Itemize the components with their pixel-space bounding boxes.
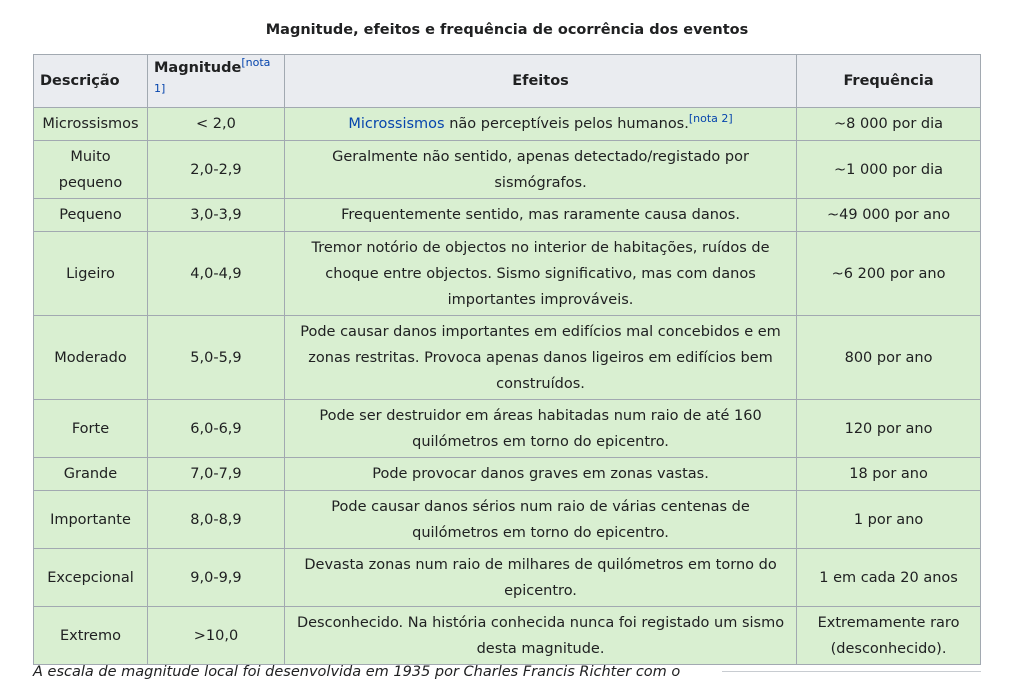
cell-magnitude: 6,0-6,9 [147,400,284,458]
cell-descricao: Muito pequeno [34,141,148,199]
table-row [34,108,981,141]
cell-descricao: Excepcional [34,549,148,607]
cell-efeitos: Devasta zonas num raio de milhares de quilómetros em torno do epicentro. [284,549,796,607]
cell-descricao: Moderado [34,316,148,400]
cell-frequencia: ~8 000 por dia [797,108,981,141]
magnitude-table [33,54,981,665]
cell-magnitude: 8,0-8,9 [147,491,284,549]
following-paragraph: A escala de magnitude local foi desenvolvida em 1935 por Charles Francis Richter com o [33,664,681,680]
table-row [34,491,981,549]
table-row [34,549,981,607]
cell-frequencia: ~6 200 por ano [797,232,981,316]
cell-magnitude: 5,0-5,9 [147,316,284,400]
table-row [34,199,981,232]
cell-efeitos-text: não perceptíveis pelos humanos. [444,116,689,132]
table-row [34,458,981,491]
cell-magnitude: 4,0-4,9 [147,232,284,316]
nota-1-link[interactable]: [nota 1] [153,56,271,96]
cell-magnitude: 9,0-9,9 [147,549,284,607]
cell-descricao: Pequeno [34,199,148,232]
cell-efeitos: Pode causar danos importantes em edifícios mal concebidos e em zonas restritas. Provoca apenas danos ligeiros em edifícios bem construídos. [284,316,796,400]
divider [722,671,981,672]
cell-frequencia: 1 por ano [797,491,981,549]
cell-efeitos: Geralmente não sentido, apenas detectado/registado por sismógrafos. [284,141,796,199]
cell-magnitude: 7,0-7,9 [147,458,284,491]
cell-efeitos: Pode causar danos sérios num raio de várias centenas de quilómetros em torno do epicentro. [284,491,796,549]
cell-frequencia: ~49 000 por ano [797,199,981,232]
cell-frequencia: 120 por ano [797,400,981,458]
cell-efeitos: Pode provocar danos graves em zonas vastas. [284,458,796,491]
header-magnitude-label: Magnitude [153,60,242,76]
table-row [34,400,981,458]
cell-magnitude: 2,0-2,9 [147,141,284,199]
cell-descricao: Forte [34,400,148,458]
nota-2-link[interactable]: [nota 2] [688,112,733,126]
cell-frequencia: 800 por ano [797,316,981,400]
cell-magnitude: < 2,0 [147,108,284,141]
cell-descricao: Microssismos [34,108,148,141]
table-caption: Magnitude, efeitos e frequência de ocorrência dos eventos [265,22,749,38]
cell-efeitos: Pode ser destruidor em áreas habitadas num raio de até 160 quilómetros em torno do epicentro. [284,400,796,458]
cell-descricao: Grande [34,458,148,491]
cell-frequencia: 18 por ano [797,458,981,491]
cell-descricao: Importante [34,491,148,549]
table-row [34,607,981,665]
cell-descricao: Ligeiro [34,232,148,316]
header-efeitos[interactable]: Efeitos [284,55,796,108]
cell-magnitude: >10,0 [147,607,284,665]
table-row [34,232,981,316]
cell-efeitos: Desconhecido. Na história conhecida nunca foi registado um sismo desta magnitude. [284,607,796,665]
cell-magnitude: 3,0-3,9 [147,199,284,232]
cell-efeitos [284,108,796,141]
cell-frequencia: 1 em cada 20 anos [797,549,981,607]
cell-efeitos: Frequentemente sentido, mas raramente causa danos. [284,199,796,232]
header-descricao[interactable]: Descrição [34,55,148,108]
table-row [34,316,981,400]
cell-frequencia: Extremamente raro (desconhecido). [797,607,981,665]
header-magnitude[interactable] [147,55,284,108]
cell-frequencia: ~1 000 por dia [797,141,981,199]
table-row [34,141,981,199]
cell-efeitos: Tremor notório de objectos no interior de habitações, ruídos de choque entre objectos. Sismo significativo, mas com danos importantes improváveis. [284,232,796,316]
header-row [34,55,981,108]
microssismos-link[interactable]: Microssismos [348,116,445,132]
cell-descricao: Extremo [34,607,148,665]
header-frequencia[interactable]: Frequência [797,55,981,108]
